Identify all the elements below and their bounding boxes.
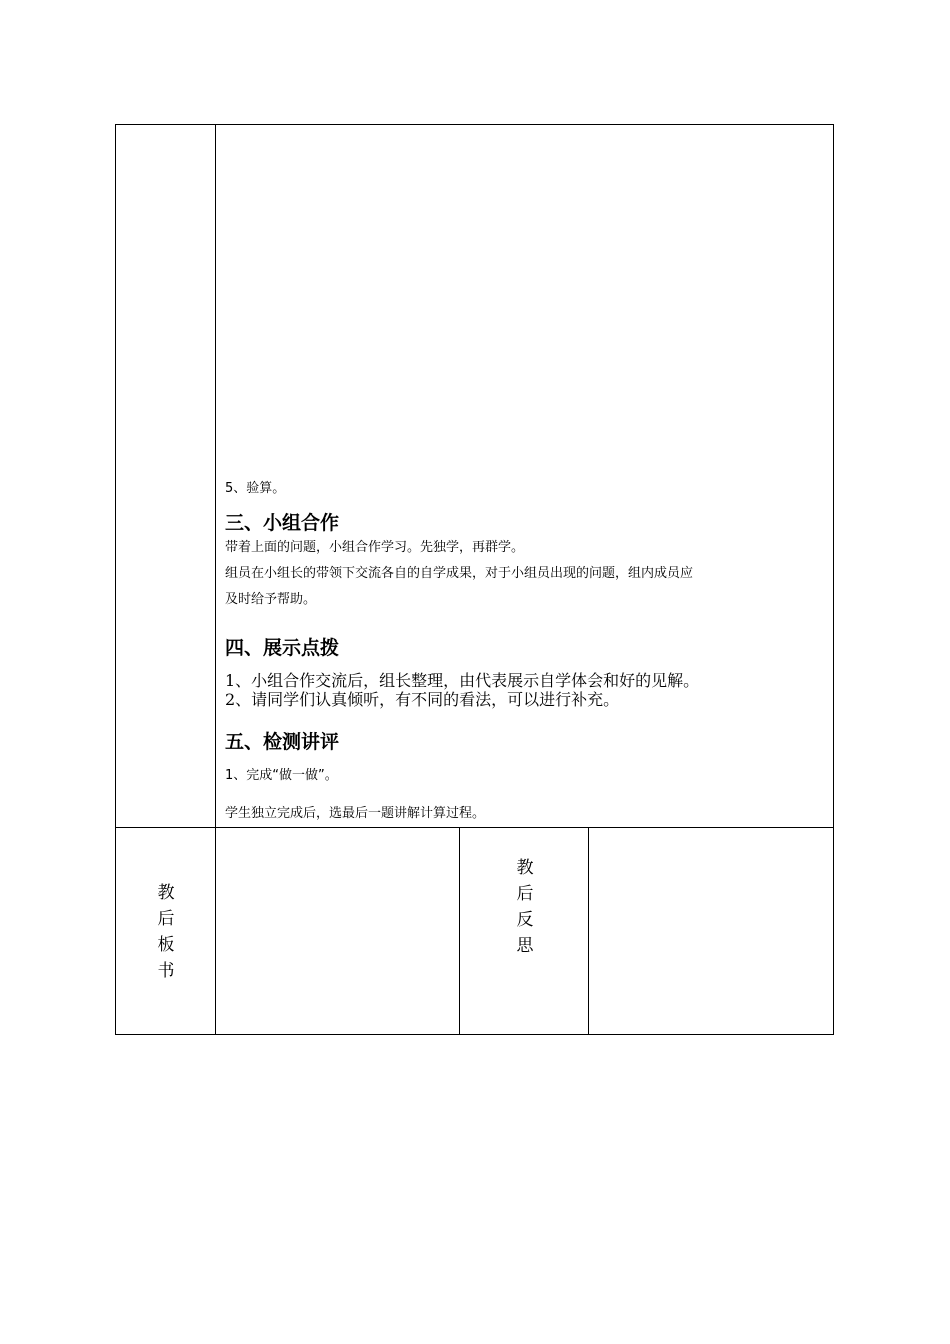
column-divider-1 <box>215 124 216 1035</box>
section-4-item-2: 2、请同学们认真倾听，有不同的看法，可以进行补充。 <box>225 690 620 709</box>
board-label-char: 教 <box>157 883 175 903</box>
column-divider-2 <box>459 827 460 1035</box>
board-label-char: 书 <box>157 961 175 981</box>
section-5-item-2: 学生独立完成后，选最后一题讲解计算过程。 <box>225 806 486 821</box>
reflection-label-char: 反 <box>516 910 534 930</box>
reflection-label <box>513 855 537 959</box>
reflection-label-char: 思 <box>516 936 534 956</box>
section-4-item-1: 1、小组合作交流后，组长整理，由代表展示自学体会和好的见解。 <box>225 671 700 690</box>
table-top-border <box>115 124 834 125</box>
board-writing-label <box>154 880 178 984</box>
section-3-line-1: 带着上面的问题，小组合作学习。先独学，再群学。 <box>225 540 525 555</box>
section-5-item-1: 1、完成“做一做”。 <box>225 768 338 783</box>
reflection-label-char: 后 <box>516 884 534 904</box>
reflection-label-char: 教 <box>516 858 534 878</box>
table-right-border <box>833 124 834 1035</box>
section-4-heading: 四、展示点拨 <box>225 637 340 659</box>
section-3-line-3: 及时给予帮助。 <box>225 592 317 607</box>
section-3-line-2: 组员在小组长的带领下交流各自的自学成果，对于小组员出现的问题，组内成员应 <box>225 566 694 581</box>
row-divider <box>115 827 834 828</box>
column-divider-3 <box>588 827 589 1035</box>
table-left-border <box>115 124 116 1035</box>
board-label-char: 后 <box>157 909 175 929</box>
section-3-heading: 三、小组合作 <box>225 512 340 534</box>
board-label-char: 板 <box>157 935 175 955</box>
section-5-heading: 五、检测讲评 <box>225 731 340 753</box>
step-5-text: 5、验算。 <box>225 481 286 496</box>
table-bottom-border <box>115 1034 834 1035</box>
